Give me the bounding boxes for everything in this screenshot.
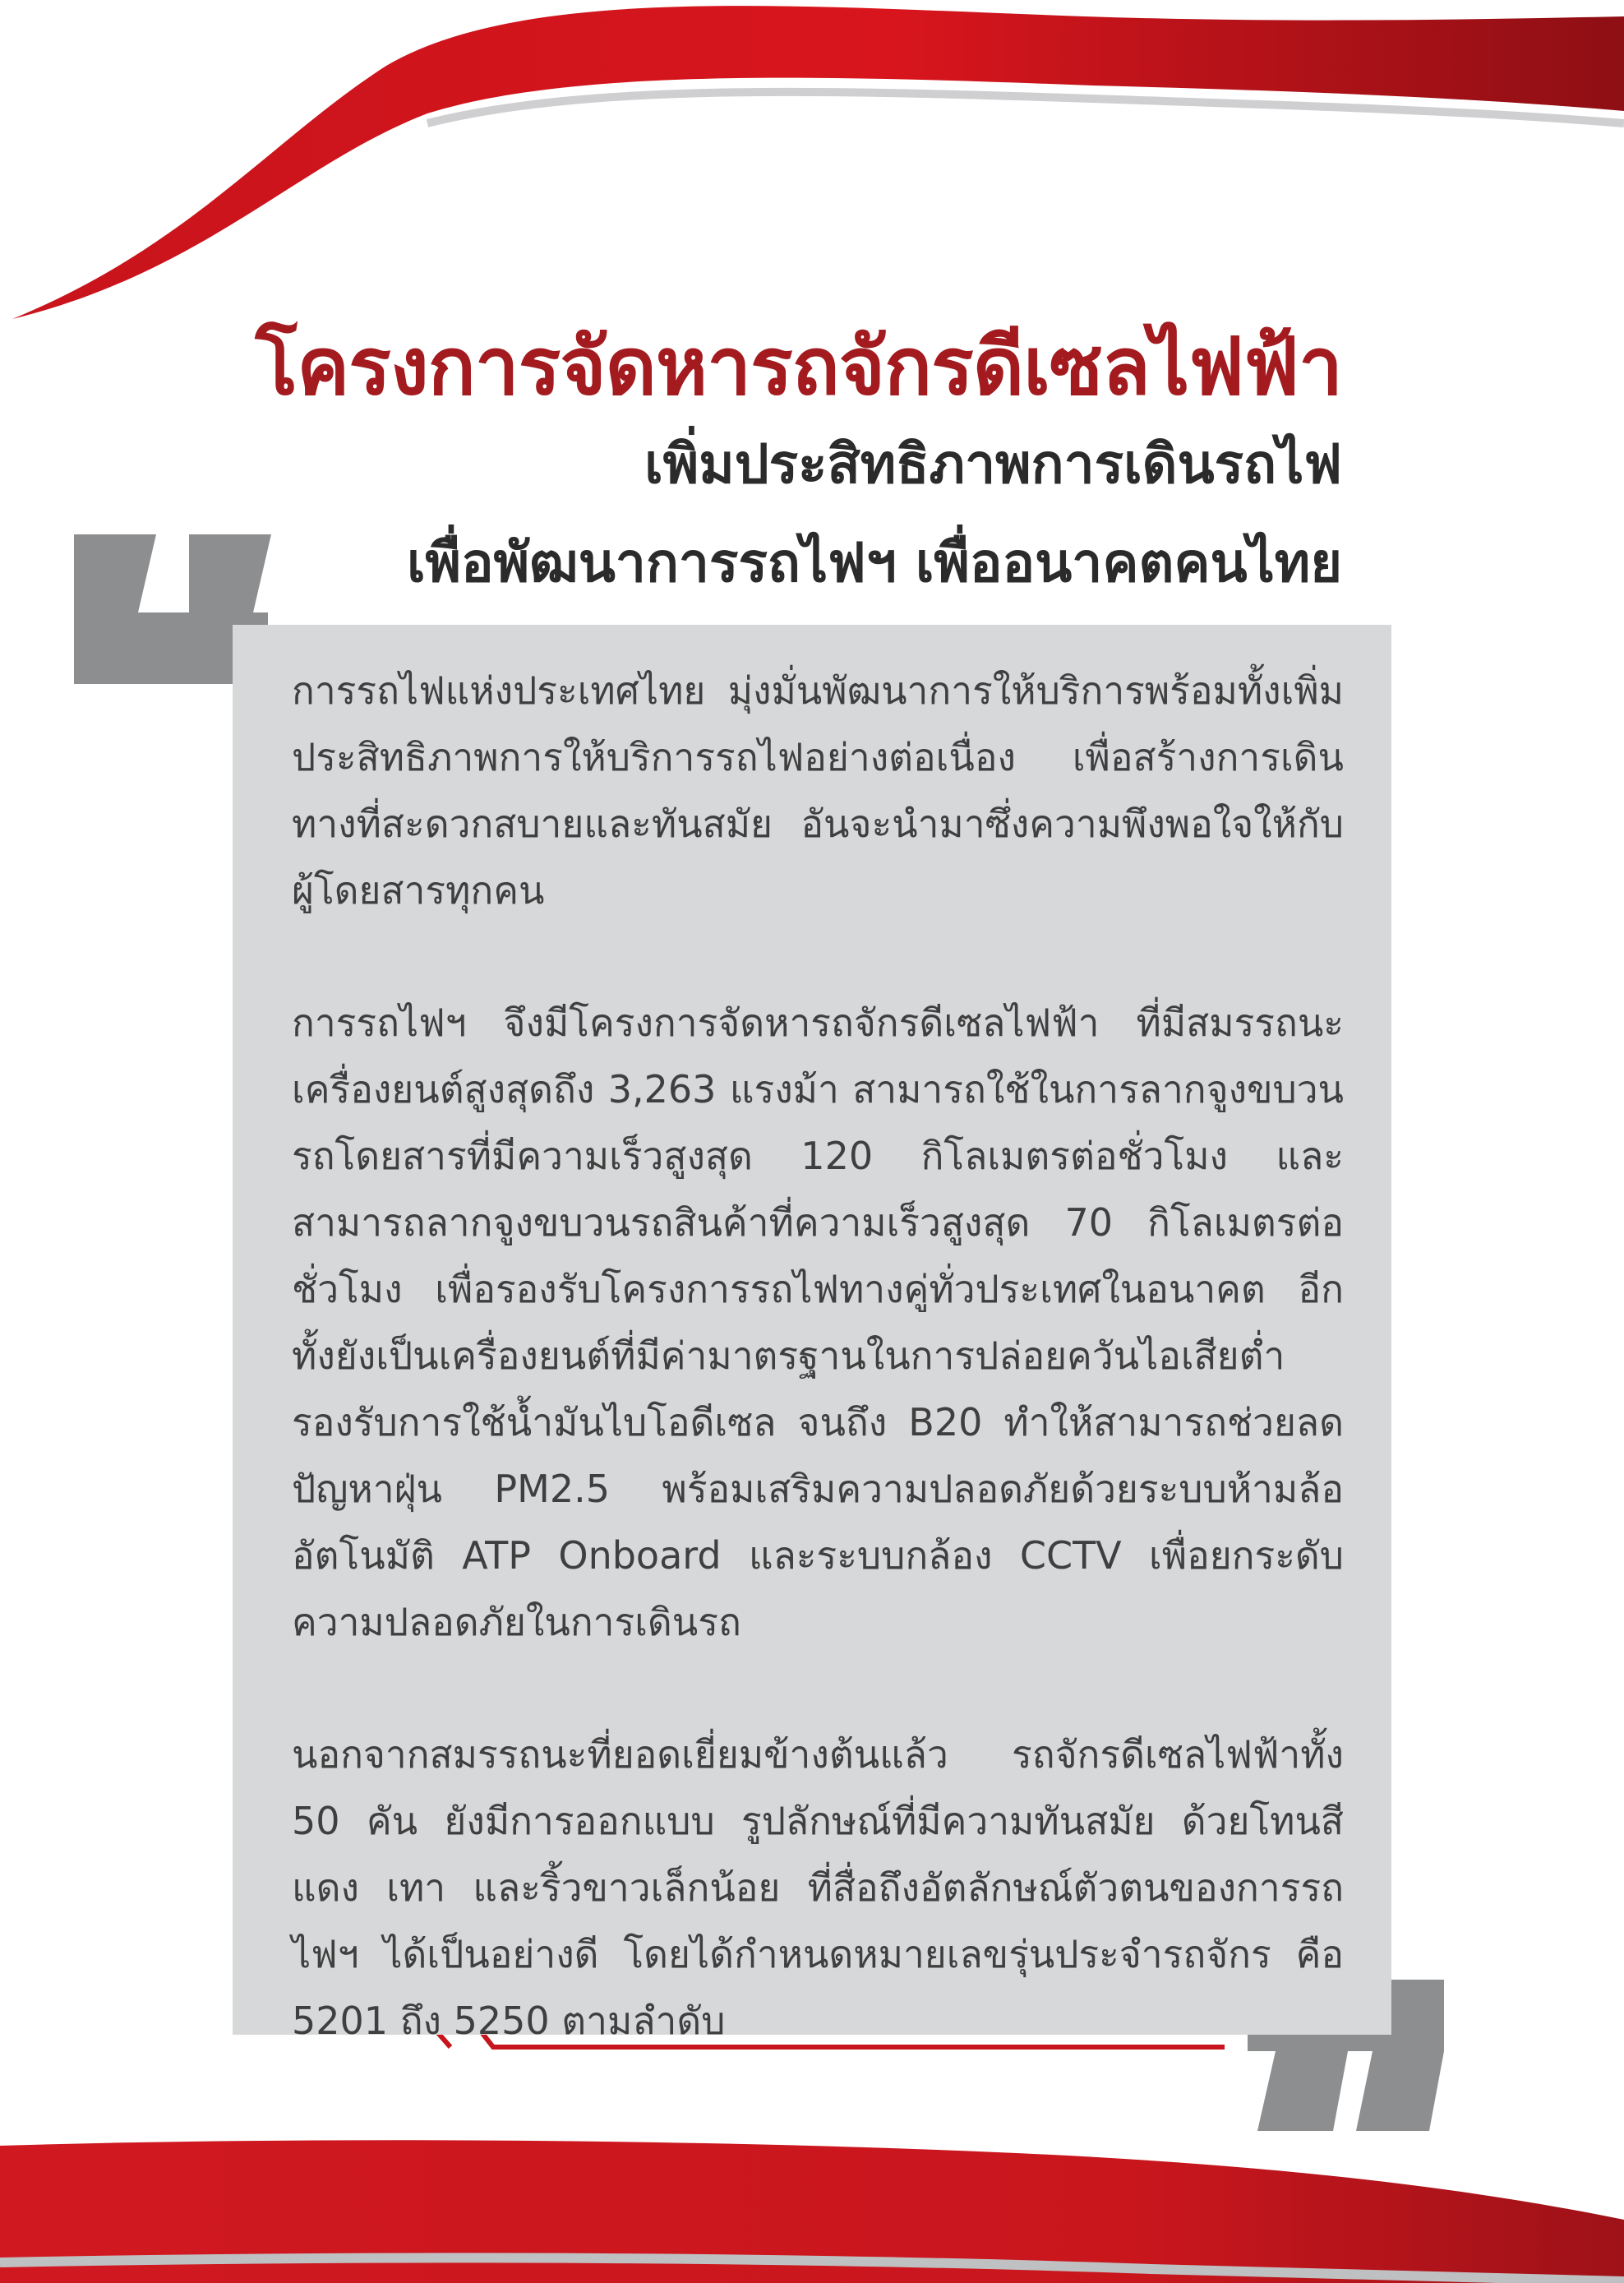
paragraph-design: นอกจากสมรรถนะที่ยอดเยี่ยมข้างต้นแล้ว รถจักรดีเซลไฟฟ้าทั้ง 50 คัน ยังมีการออกแบบ รูปลักษณ์ที่มีความทันสมัย ด้วยโทนสีแดง เทา และริ้วขาวเล็กน้อย ที่สื่อถึงอัตลักษณ์ตัวตนของการรถไฟฯ ได้เป็นอย่างดี โดยได้กำหนดหมายเลขรุ่นประจำรถจักร คือ 5201 ถึง 5250 ตามลำดับ	[292, 1732, 1344, 2043]
body-text	[292, 658, 1344, 2120]
paragraph-specs: การรถไฟฯ จึงมีโครงการจัดหารถจักรดีเซลไฟฟ้า ที่มีสมรรถนะเครื่องยนต์สูงสุดถึง 3,263 แรงม้า สามารถใช้ในการลากจูงขบวนรถโดยสารที่มีความเร็วสูงสุด 120 กิโลเมตรต่อชั่วโมง และสามารถลากจูงขบวนรถสินค้าที่ความเร็วสูงสุด 70 กิโลเมตรต่อชั่วโมง เพื่อรองรับโครงการรถไฟทางคู่ทั่วประเทศในอนาคต อีกทั้งยังเป็นเครื่องยนต์ที่มีค่ามาตรฐานในการปล่อยควันไอเสียต่ำ รองรับการใช้น้ำมันไบโอดีเซล จนถึง B20 ทำให้สามารถช่วยลดปัญหาฝุ่น PM2.5 พร้อมเสริมความปลอดภัยด้วยระบบห้ามล้ออัตโนมัติ ATP Onboard และระบบกล้อง CCTV เพื่อยกระดับความปลอดภัยในการเดินรถ	[292, 1001, 1344, 1644]
paragraph-intro: การรถไฟแห่งประเทศไทย มุ่งมั่นพัฒนาการให้บริการพร้อมทั้งเพิ่มประสิทธิภาพการให้บริการรถไฟอย่างต่อเนื่อง เพื่อสร้างการเดินทางที่สะดวกสบายและทันสมัย อันจะนำมาซึ่งความพึงพอใจให้กับผู้โดยสารทุกคน	[292, 668, 1344, 913]
subtitle-line-2: เพื่อพัฒนาการรถไฟฯ เพื่ออนาคตคนไทย	[406, 531, 1342, 594]
subtitle-line-1: เพิ่มประสิทธิภาพการเดินรถไฟ	[644, 432, 1342, 496]
top-red-swoosh	[12, 6, 1624, 319]
page-title: โครงการจัดหารถจักรดีเซลไฟฟ้า	[255, 321, 1342, 413]
